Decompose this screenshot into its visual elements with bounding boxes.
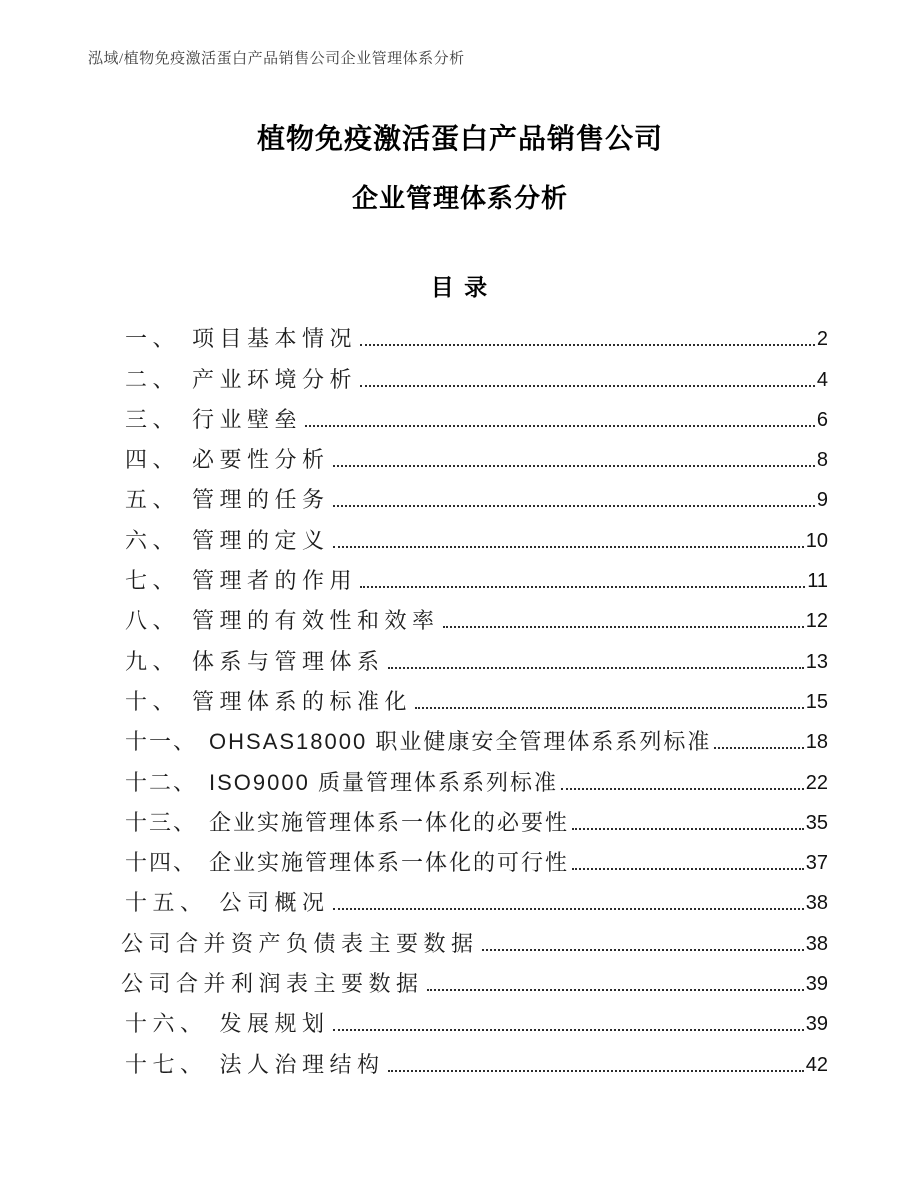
toc-entry-number: 十一、 (125, 729, 198, 755)
toc-entry-title: 公司概况 (219, 890, 330, 916)
toc-entry-title: 企业实施管理体系一体化的必要性 (209, 809, 570, 835)
document-header: 泓域/植物免疫激活蛋白产品销售公司企业管理体系分析 (88, 51, 465, 67)
toc-entry-number: 十七、 (125, 1051, 208, 1077)
toc-entry-title: 必要性分析 (192, 447, 330, 473)
toc-entry-page-number: 22 (805, 771, 828, 794)
toc-entry-number: 十四、 (125, 850, 198, 876)
toc-entry-page-number: 13 (805, 650, 828, 673)
toc-entry-number: 九、 (125, 648, 181, 674)
toc-entry[interactable] (121, 554, 828, 594)
dot-leader (333, 546, 804, 548)
dot-leader (388, 1070, 804, 1072)
toc-entry-title: 管理的定义 (192, 527, 330, 553)
toc-entry-page-number: 38 (805, 932, 828, 955)
toc-entry-title: 行业壁垒 (192, 406, 303, 432)
dot-leader (427, 989, 804, 991)
toc-entry[interactable] (121, 836, 828, 876)
toc-entry-title: OHSAS18000 职业健康安全管理体系系列标准 (209, 729, 712, 755)
dot-leader (360, 344, 815, 346)
document-title-line1: 植物免疫激活蛋白产品销售公司 (256, 123, 663, 154)
dot-leader (572, 868, 804, 870)
toc-entry-page-number: 39 (805, 1013, 828, 1036)
toc-entry-number: 一、 (125, 326, 181, 352)
toc-entry-title: 项目基本情况 (192, 326, 358, 352)
toc-entry-page-number: 9 (816, 489, 828, 512)
toc-entry-page-number: 10 (805, 529, 828, 552)
dot-leader (443, 626, 804, 628)
dot-leader (333, 505, 815, 507)
toc-entry[interactable] (121, 755, 828, 795)
dot-leader (572, 828, 804, 830)
toc-entry-number: 十、 (125, 688, 181, 714)
dot-leader (561, 788, 804, 790)
toc-entry-number: 十二、 (125, 769, 198, 795)
dot-leader (360, 586, 805, 588)
toc-entry-page-number: 18 (805, 731, 828, 754)
toc-entry[interactable] (121, 876, 828, 916)
dot-leader (360, 385, 815, 387)
toc-entry[interactable] (121, 513, 828, 553)
toc-entry-title: 发展规划 (219, 1011, 330, 1037)
toc-entry-page-number: 8 (816, 449, 828, 472)
toc-entry-number: 七、 (125, 568, 181, 594)
toc-entry[interactable] (121, 473, 828, 513)
toc-entry-number: 五、 (125, 487, 181, 513)
toc-entry[interactable] (121, 393, 828, 433)
toc-entry-title: 管理体系的标准化 (192, 688, 413, 714)
toc-entry-page-number: 38 (805, 892, 828, 915)
toc-entry-title: ISO9000 质量管理体系系列标准 (209, 769, 558, 795)
toc-entry[interactable] (121, 433, 828, 473)
toc-entry-number: 十三、 (125, 809, 198, 835)
toc-entry-title: 体系与管理体系 (192, 648, 385, 674)
toc-entry-page-number: 2 (816, 328, 828, 351)
toc-entry[interactable] (121, 594, 828, 634)
dot-leader (333, 908, 804, 910)
toc-entry[interactable] (121, 352, 828, 392)
dot-leader (333, 465, 815, 467)
toc-entry-page-number: 11 (807, 570, 828, 593)
dot-leader (305, 425, 815, 427)
toc-entry[interactable] (121, 715, 828, 755)
toc-entry-page-number: 15 (805, 690, 828, 713)
toc-entry-title: 法人治理结构 (219, 1051, 385, 1077)
toc-entry-title: 产业环境分析 (192, 366, 358, 392)
toc-entry[interactable] (121, 916, 828, 956)
toc-entry-number: 十六、 (125, 1011, 208, 1037)
dot-leader (333, 1029, 804, 1031)
toc-entry[interactable] (121, 997, 828, 1037)
toc-entry-page-number: 35 (805, 811, 828, 834)
toc-entry-title: 企业实施管理体系一体化的可行性 (209, 850, 570, 876)
dot-leader (388, 667, 804, 669)
toc-heading: 目 录 (430, 274, 490, 300)
toc-entry-page-number: 4 (816, 368, 828, 391)
toc-entry-title: 管理的任务 (192, 487, 330, 513)
toc-entry-number: 三、 (125, 406, 181, 432)
toc-entry-title: 管理者的作用 (192, 568, 358, 594)
toc-entry[interactable] (121, 312, 828, 352)
dot-leader (415, 707, 804, 709)
toc-entry[interactable] (121, 634, 828, 674)
toc-entry-number: 十五、 (125, 890, 208, 916)
toc-entry-title: 公司合并资产负债表主要数据 (121, 930, 479, 956)
toc-entry[interactable] (121, 675, 828, 715)
toc-entry-page-number: 39 (805, 973, 828, 996)
toc-entry-number: 四、 (125, 447, 181, 473)
toc-entry-number: 八、 (125, 608, 181, 634)
dot-leader (482, 949, 804, 951)
toc-entry-page-number: 37 (805, 852, 828, 875)
document-title-line2: 企业管理体系分析 (351, 183, 568, 213)
toc-entry-number: 六、 (125, 527, 181, 553)
toc-list (121, 312, 828, 1078)
toc-entry-title: 管理的有效性和效率 (192, 608, 440, 634)
toc-entry[interactable] (121, 1037, 828, 1077)
dot-leader (714, 747, 803, 749)
toc-entry-number: 二、 (125, 366, 181, 392)
toc-entry[interactable] (121, 796, 828, 836)
toc-entry[interactable] (121, 957, 828, 997)
toc-entry-page-number: 42 (805, 1053, 828, 1076)
toc-entry-page-number: 6 (816, 408, 828, 431)
toc-entry-title: 公司合并利润表主要数据 (121, 971, 424, 997)
toc-entry-page-number: 12 (805, 610, 828, 633)
